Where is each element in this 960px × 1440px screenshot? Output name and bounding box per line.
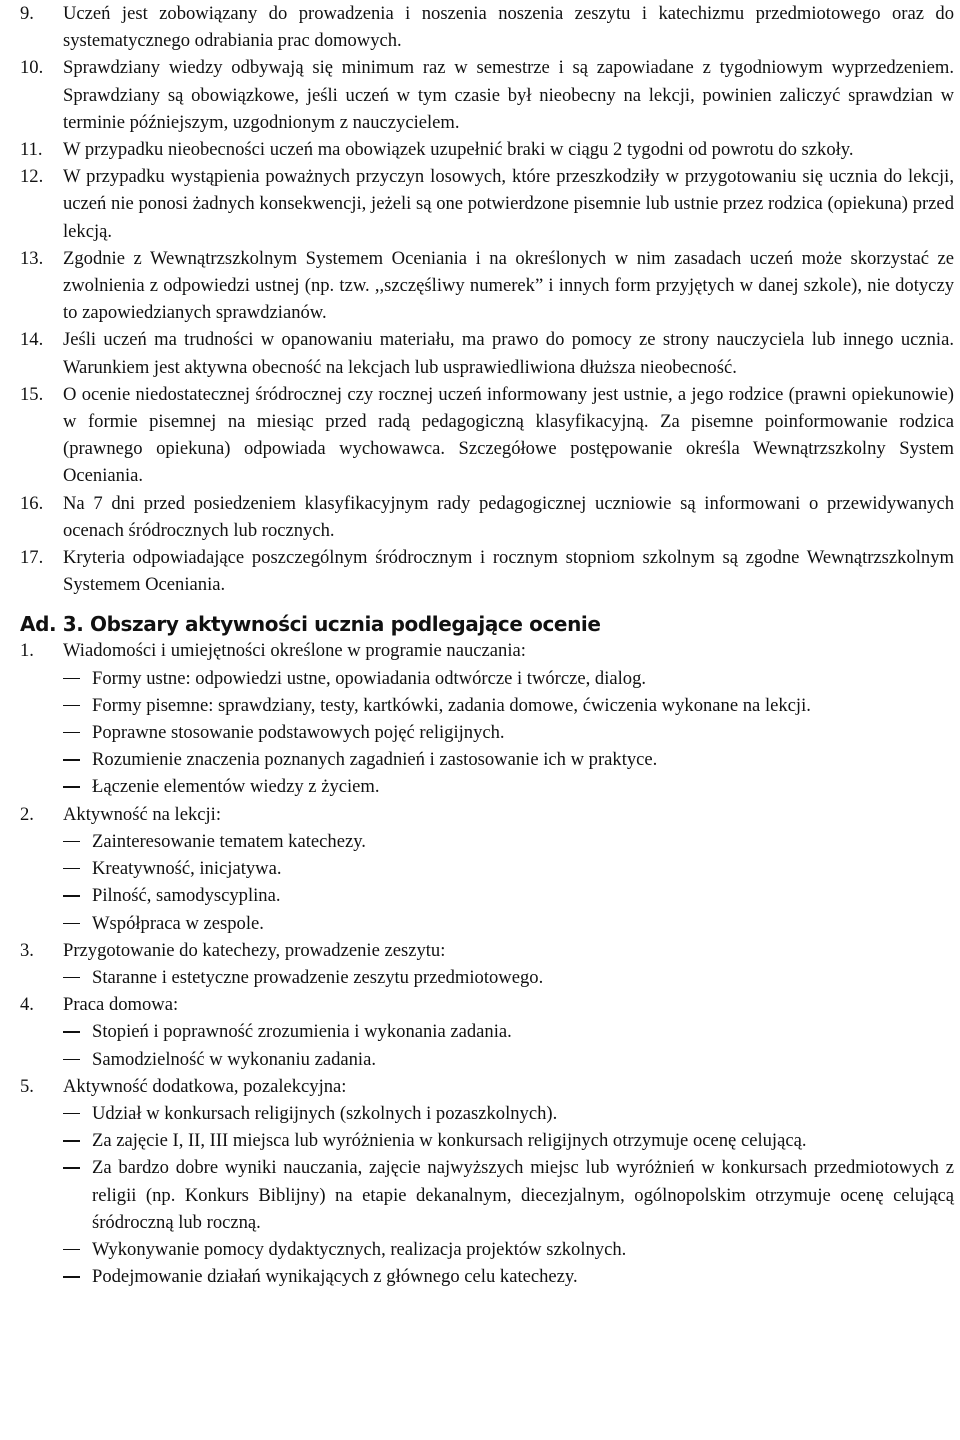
dash-bullet-icon [20, 882, 92, 909]
bullet-item [20, 1100, 954, 1127]
area-item [20, 801, 954, 937]
item-text: Kryteria odpowiadające poszczególnym śródrocznym i rocznym stopniom szkolnym są zgodne Wewnątrzszkolnym Systemem Oceniania. [63, 547, 954, 596]
area-bullets [20, 665, 954, 801]
list-item [20, 0, 954, 54]
areas-list [20, 637, 954, 1290]
item-text: Na 7 dni przed posiedzeniem klasyfikacyjnym rady pedagogicznej uczniowie są informowani o przewidywanych ocenach śródrocznych lub rocznych. [63, 492, 954, 541]
dash-bullet-icon [20, 1263, 92, 1290]
item-number: 11. [20, 139, 43, 161]
bullet-text: Zainteresowanie tematem katechezy. [92, 830, 366, 852]
area-bullets [20, 964, 954, 991]
bullet-text: Staranne i estetyczne prowadzenie zeszytu przedmiotowego. [92, 966, 544, 988]
bullet-item [20, 1263, 954, 1290]
area-title: Aktywność dodatkowa, pozalekcyjna: [63, 1075, 347, 1097]
dash-bullet-icon [20, 1018, 92, 1045]
bullet-item [20, 773, 954, 800]
dash-bullet-icon [20, 1100, 92, 1127]
area-number: 3. [20, 939, 34, 961]
dash-bullet-icon [20, 964, 92, 991]
dash-bullet-icon [20, 828, 92, 855]
bullet-item [20, 882, 954, 909]
dash-bullet-icon [20, 773, 92, 800]
dash-bullet-icon [20, 855, 92, 882]
item-text: O ocenie niedostatecznej śródrocznej czy rocznej uczeń informowany jest ustnie, a jego rodzice (prawni opiekunowie) w formie pisemnej na miesiąc przed radą pedagogiczną klasyfikacyjną. Za pisemne poinformowanie rodzica (prawnego opiekuna) odpowiada wychowawca. Szczegółowe postępowanie określa Wewnątrzszkolny System Oceniania. [63, 383, 954, 487]
list-item [20, 54, 954, 136]
dash-bullet-icon [20, 719, 92, 746]
list-item [20, 544, 954, 598]
item-text: Zgodnie z Wewnątrzszkolnym Systemem Oceniania i na określonych w nim zasadach uczeń może skorzystać ze zwolnienia z odpowiedzi ustnej (np. tzw. ,,szczęśliwy numerek” i innych form przyjętych w danej szkole), nie dotyczy to zapowiedzianych sprawdzianów. [63, 247, 954, 324]
item-number: 16. [20, 492, 44, 514]
bullet-item [20, 1018, 954, 1045]
bullet-text: Stopień i poprawność zrozumienia i wykonania zadania. [92, 1021, 512, 1043]
rules-list [20, 0, 954, 598]
bullet-item [20, 1154, 954, 1236]
bullet-text: Współpraca w zespole. [92, 912, 264, 934]
list-item [20, 381, 954, 490]
list-item [20, 136, 954, 163]
bullet-text: Wykonywanie pomocy dydaktycznych, realizacja projektów szkolnych. [92, 1238, 627, 1260]
bullet-text: Udział w konkursach religijnych (szkolnych i pozaszkolnych). [92, 1102, 558, 1124]
bullet-text: Formy pisemne: sprawdziany, testy, kartkówki, zadania domowe, ćwiczenia wykonane na lekcji. [92, 694, 811, 716]
item-number: 12. [20, 166, 44, 188]
list-item [20, 245, 954, 327]
bullet-item [20, 1046, 954, 1073]
item-number: 14. [20, 329, 44, 351]
dash-bullet-icon [20, 1236, 92, 1263]
area-bullets [20, 1018, 954, 1072]
bullet-item [20, 855, 954, 882]
dash-bullet-icon [20, 692, 92, 719]
list-item [20, 326, 954, 380]
bullet-item [20, 692, 954, 719]
item-number: 9. [20, 3, 34, 24]
bullet-text: Kreatywność, inicjatywa. [92, 858, 282, 880]
area-item [20, 637, 954, 800]
bullet-text: Rozumienie znaczenia poznanych zagadnień i zastosowanie ich w praktyce. [92, 749, 658, 771]
area-number: 1. [20, 640, 34, 662]
area-title: Przygotowanie do katechezy, prowadzenie zeszytu: [63, 939, 446, 961]
list-item [20, 490, 954, 544]
dash-bullet-icon [20, 746, 92, 773]
item-text: W przypadku wystąpienia poważnych przyczyn losowych, które przeszkodziły w przygotowaniu się ucznia do lekcji, uczeń nie ponosi żadnych konsekwencji, jeżeli są one potwierdzone pisemnie lub ustnie przez rodzica (opiekuna) przed lekcją. [63, 166, 954, 242]
bullet-item [20, 719, 954, 746]
bullet-text: Za bardzo dobre wyniki nauczania, zajęcie najwyższych miejsc lub wyróżnień w konkursach przedmiotowych z religii (np. Konkurs Biblijny) na etapie dekanalnym, diecezjalnym, ogólnopolskim otrzymuje ocenę celującą śródroczną lub roczną. [92, 1157, 954, 1233]
list-item [20, 163, 954, 245]
area-item [20, 937, 954, 991]
area-title: Wiadomości i umiejętności określone w programie nauczania: [63, 640, 526, 662]
item-number: 10. [20, 57, 44, 79]
bullet-text: Samodzielność w wykonaniu zadania. [92, 1048, 376, 1070]
area-item [20, 1073, 954, 1291]
bullet-text: Poprawne stosowanie podstawowych pojęć religijnych. [92, 722, 505, 744]
bullet-text: Łączenie elementów wiedzy z życiem. [92, 776, 380, 798]
area-bullets [20, 1100, 954, 1290]
area-item [20, 991, 954, 1073]
bullet-item [20, 964, 954, 991]
bullet-item [20, 1127, 954, 1154]
item-number: 17. [20, 547, 44, 569]
item-text: Sprawdziany wiedzy odbywają się minimum raz w semestrze i są zapowiadane z tygodniowym wyprzedzeniem. Sprawdziany są obowiązkowe, jeśli uczeń w tym czasie był nieobecny na lekcji, powinien zaliczyć sprawdzian w terminie późniejszym, uzgodnionym z nauczycielem. [63, 57, 954, 133]
bullet-item [20, 746, 954, 773]
dash-bullet-icon [20, 1154, 92, 1236]
area-number: 5. [20, 1075, 34, 1097]
section-heading: Ad. 3. Obszary aktywności ucznia podlegające ocenie [20, 612, 601, 637]
area-number: 2. [20, 803, 34, 825]
dash-bullet-icon [20, 910, 92, 937]
bullet-text: Za zajęcie I, II, III miejsca lub wyróżnienia w konkursach religijnych otrzymuje ocenę celującą. [92, 1130, 807, 1152]
item-number: 15. [20, 383, 44, 405]
bullet-item [20, 828, 954, 855]
area-number: 4. [20, 994, 34, 1016]
item-text: Uczeń jest zobowiązany do prowadzenia i noszenia noszenia zeszytu i katechizmu przedmiotowego oraz do systematycznego odrabiania prac domowych. [63, 3, 954, 52]
item-text: W przypadku nieobecności uczeń ma obowiązek uzupełnić braki w ciągu 2 tygodni od powrotu do szkoły. [63, 139, 854, 161]
area-bullets [20, 828, 954, 937]
dash-bullet-icon [20, 1046, 92, 1073]
bullet-text: Formy ustne: odpowiedzi ustne, opowiadania odtwórcze i twórcze, dialog. [92, 667, 647, 689]
dash-bullet-icon [20, 665, 92, 692]
area-title: Aktywność na lekcji: [63, 803, 222, 825]
bullet-text: Pilność, samodyscyplina. [92, 885, 281, 907]
bullet-item [20, 665, 954, 692]
item-text: Jeśli uczeń ma trudności w opanowaniu materiału, ma prawo do pomocy ze strony nauczyciela lub innego ucznia. Warunkiem jest aktywna obecność na lekcjach lub usprawiedliwiona dłuższa nieobecność. [63, 329, 954, 378]
dash-bullet-icon [20, 1127, 92, 1154]
bullet-text: Podejmowanie działań wynikających z głównego celu katechezy. [92, 1266, 578, 1288]
item-number: 13. [20, 247, 44, 269]
bullet-item [20, 1236, 954, 1263]
area-title: Praca domowa: [63, 994, 179, 1016]
bullet-item [20, 910, 954, 937]
